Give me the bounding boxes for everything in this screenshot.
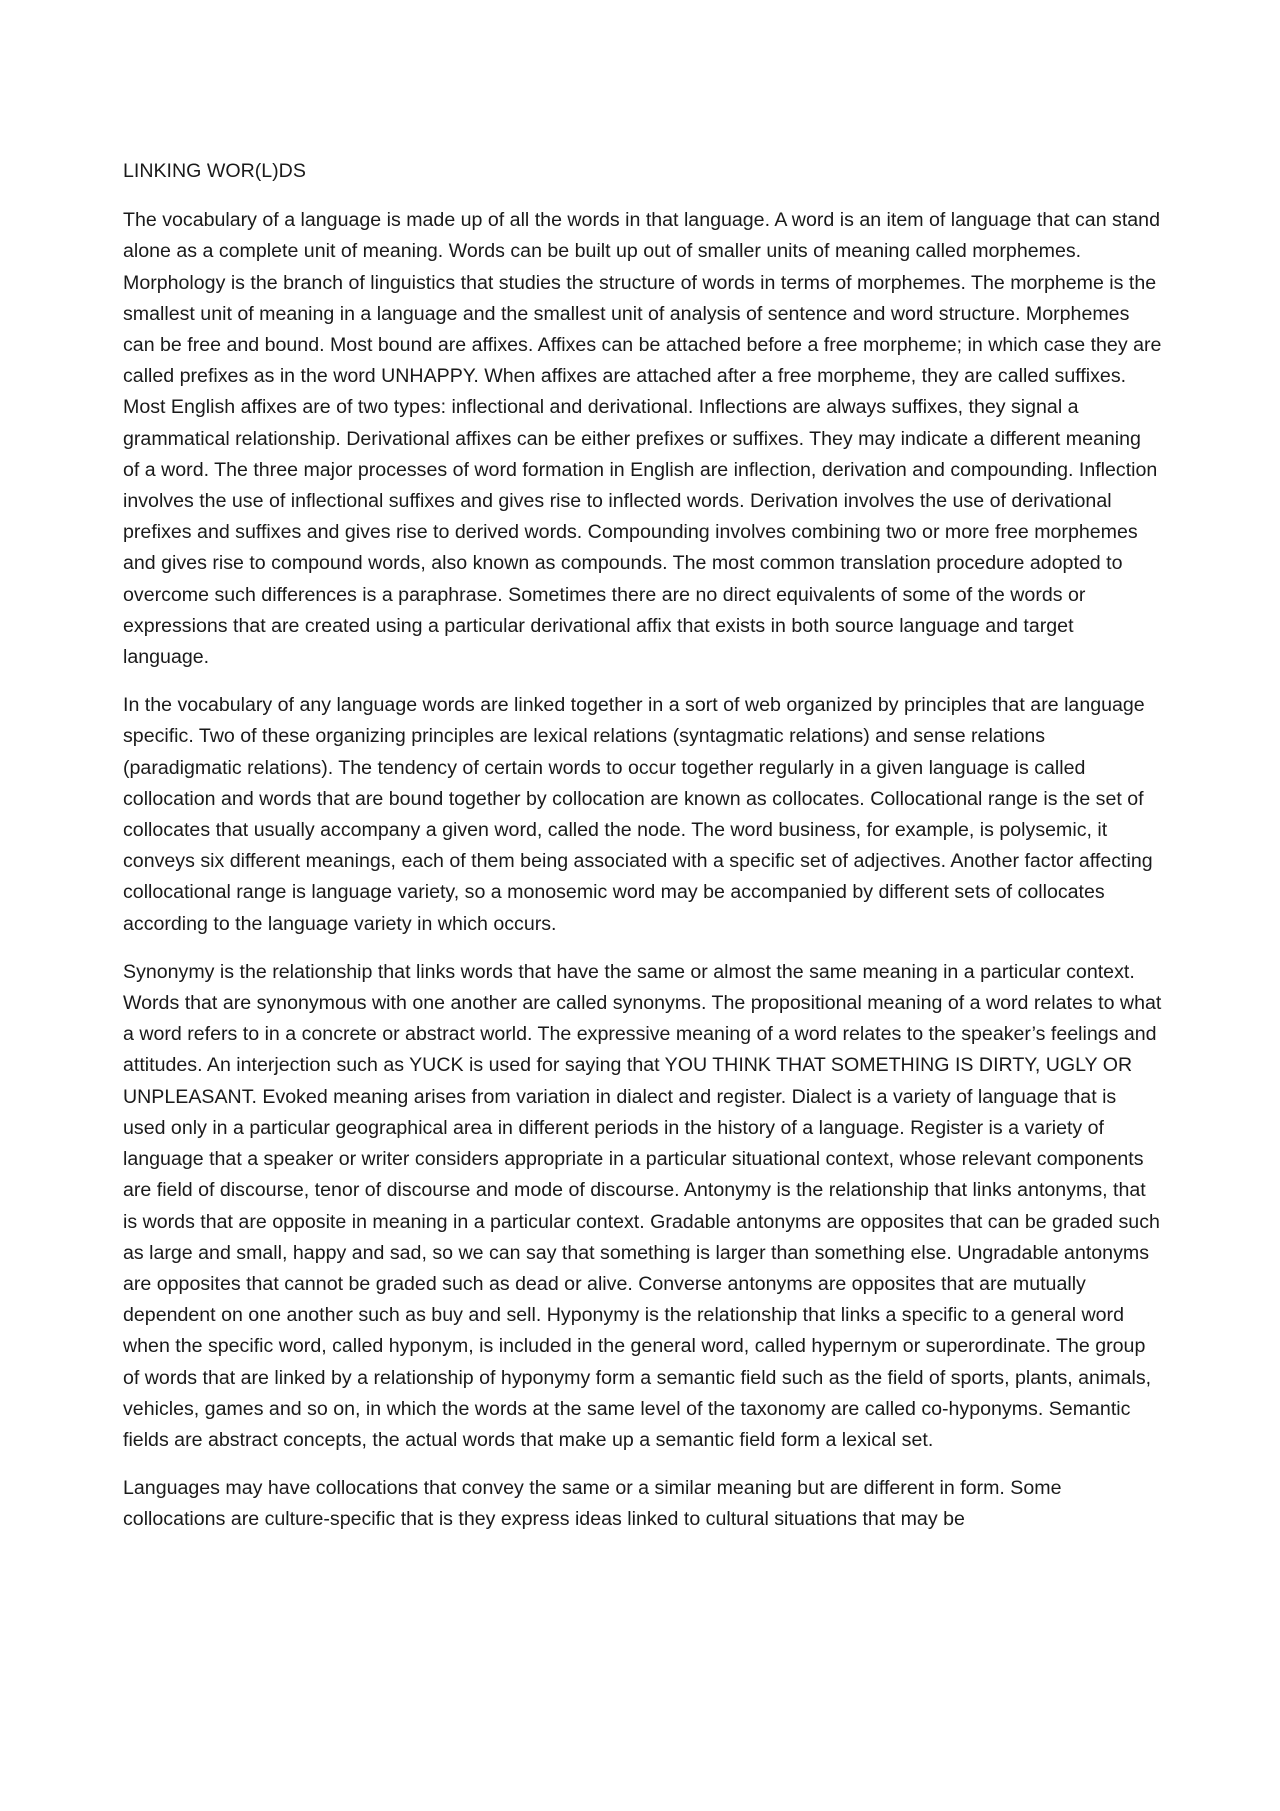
document-title: LINKING WOR(L)DS	[123, 160, 306, 182]
paragraph-collocation: In the vocabulary of any language words are linked together in a sort of web organized by principles that are language specific. Two of these organizing principles are lexical relations (syntagmatic relations) and sense relations (paradigmatic relations). The tendency of certain words to occur together regularly in a given language is called collocation and words that are bound together by collocation are known as collocates. Collocational range is the set of collocates that usually accompany a given word, called the node. The word business, for example, is polysemic, it conveys six different meanings, each of them being associated with a specific set of adjectives. Another factor affecting collocational range is language variety, so a monosemic word may be accompanied by different sets of collocates according to the language variety in which occurs.	[123, 694, 1153, 935]
paragraph-vocabulary-morphology: The vocabulary of a language is made up of all the words in that language. A word is an item of language that can stand alone as a complete unit of meaning. Words can be built up out of smaller units of meaning called morphemes. Morphology is the branch of linguistics that studies the structure of words in terms of morphemes. The morpheme is the smallest unit of meaning in a language and the smallest unit of analysis of sentence and word structure. Morphemes can be free and bound. Most bound are affixes. Affixes can be attached before a free morpheme; in which case they are called prefixes as in the word UNHAPPY. When affixes are attached after a free morpheme, they are called suffixes. Most English affixes are of two types: inflectional and derivational. Inflections are always suffixes, they signal a grammatical relationship. Derivational affixes can be either prefixes or suffixes. They may indicate a different meaning of a word. The three major processes of word formation in English are inflection, derivation and compounding. Inflection involves the use of inflectional suffixes and gives rise to inflected words. Derivation involves the use of derivational prefixes and suffixes and gives rise to derived words. Compounding involves combining two or more free morphemes and gives rise to compound words, also known as compounds. The most common translation procedure adopted to overcome such differences is a paraphrase. Sometimes there are no direct equivalents of some of the words or expressions that are created using a particular derivational affix that exists in both source language and target language.	[123, 209, 1162, 669]
paragraph-synonymy-antonymy-hyponymy: Synonymy is the relationship that links words that have the same or almost the same meaning in a particular context. Words that are synonymous with one another are called synonyms. The propositional meaning of a word relates to what a word refers to in a concrete or abstract world. The expressive meaning of a word relates to the speaker’s feelings and attitudes. An interjection such as YUCK is used for saying that YOU THINK THAT SOMETHING IS DIRTY, UGLY OR UNPLEASANT. Evoked meaning arises from variation in dialect and register. Dialect is a variety of language that is used only in a particular geographical area in different periods in the history of a language. Register is a variety of language that a speaker or writer considers appropriate in a particular situational context, whose relevant components are field of discourse, tenor of discourse and mode of discourse. Antonymy is the relationship that links antonyms, that is words that are opposite in meaning in a particular context. Gradable antonyms are opposites that can be graded such as large and small, happy and sad, so we can say that something is larger than something else. Ungradable antonyms are opposites that cannot be graded such as dead or alive. Converse antonyms are opposites that are mutually dependent on one another such as buy and sell. Hyponymy is the relationship that links a specific to a general word when the specific word, called hyponym, is included in the general word, called hypernym or superordinate. The group of words that are linked by a relationship of hyponymy form a semantic field such as the field of sports, plants, animals, vehicles, games and so on, in which the words at the same level of the taxonomy are called co-hyponyms. Semantic fields are abstract concepts, the actual words that make up a semantic field form a lexical set.	[123, 960, 1162, 1451]
paragraph-culture-specific-collocations: Languages may have collocations that convey the same or a similar meaning but are different in form. Some collocations are culture-specific that is they express ideas linked to cultural situations that may be	[123, 1477, 1062, 1531]
